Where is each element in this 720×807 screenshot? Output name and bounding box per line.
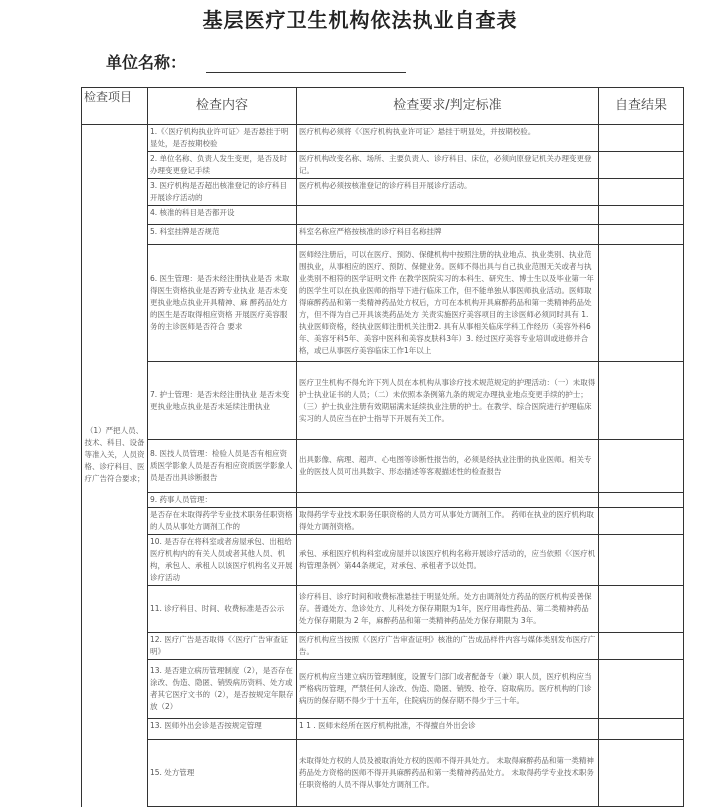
check-criteria: 承包、承租医疗机构科室或房屋并以该医疗机构名称开展诊疗活动的，应当依照《〈医疗机构管理条例〉第44条规定，对承包、承租者予以处罚。 [297,535,599,586]
check-content: 5. 科室挂牌是否规范 [148,225,297,245]
check-criteria: 医疗机构必须按核准登记的诊疗科目开展诊疗活动。 [297,179,599,206]
check-content: 10. 是否存在将科室或者房屋承包、出租给医疗机构内的有关人员或者其他人员、机构，承包人、承租人以该医疗机构名义开展诊疗活动 [148,535,297,586]
header-content: 检查内容 [148,88,297,125]
check-criteria [297,493,599,508]
check-criteria: 医师经注册后，可以在医疗、预防、保健机构中按照注册的执业地点、执业类别、执业范围执业，从事相应的医疗、预防、保健业务。医师不得出具与自己执业范围无关或者与执业类别不相符的医学证明文件 在教学医院实习的本科生、研究生、博士生以及毕业第一年的医学生可以在执业医师的指导下进行临床工作，但不能单独从事医师执业活动。医师取得麻醉药品和第一类精神药品处方权后，方可在本机构开具麻醉药品和第一类精神药品处方，但不得为自己开具该类药品处方 关责实施医疗美容项目的主诊医师必须同时具有 1. 执业医师资格，经执业医师注册机关注册2. 具有从事相关临床学科工作经历（美容外科6年、美容牙科5年、美容中医科和美容皮肤科3年）3. 经过医疗美容专业培训或进修并合格，或已从事医疗美容临床工作1年以上 [297,245,599,362]
category-cell: （1）严把人员、技术、科目、设备等准入关，人员资格、诊疗科目、医疗广告符合要求； [82,125,148,807]
self-check-result-cell[interactable] [599,245,684,362]
self-check-result-cell[interactable] [599,179,684,206]
table-row [82,125,684,152]
check-content: 9. 药事人员管理： [148,493,297,508]
table-row [82,245,684,362]
check-criteria: 1 1 . 医师未经所在医疗机构批准，不得擅自外出会诊 [297,719,599,740]
check-content: 11. 诊疗科目、时间、收费标准是否公示 [148,586,297,633]
table-row [82,508,684,535]
table-row [82,440,684,493]
check-criteria [297,206,599,225]
self-check-result-cell[interactable] [599,586,684,633]
self-check-result-cell[interactable] [599,362,684,440]
check-content: 7. 护士管理：是否未经注册执业 是否未变更执业地点执业是否未延续注册执业 [148,362,297,440]
page-title: 基层医疗卫生机构依法执业自查表 [202,8,518,32]
self-check-result-cell[interactable] [599,660,684,719]
table-row [82,660,684,719]
check-criteria: 医疗机构应当按照《〈医疗广告审查证明》核准的广告成品样件内容与媒体类别发布医疗广告。 [297,633,599,660]
self-check-result-cell[interactable] [599,633,684,660]
check-content: 13. 是否建立病历管理制度（2），是否存在涂改、伪造、隐匿、销毁病历资料、处方或者其它医疗文书的（2），是否按规定年限存放（2） [148,660,297,719]
unit-name-blank[interactable] [206,58,406,73]
table-row [82,225,684,245]
check-content: 6. 医生管理：是否未经注册执业是否 未取得医生资格执业是否跨专业执业 是否未变更执业地点执业开具精神、麻 醉药品处方的医生是否取得相应资格 开展医疗美容服务的主诊医师是否符合 要求 [148,245,297,362]
table-row [82,152,684,179]
self-check-result-cell[interactable] [599,535,684,586]
check-criteria: 医疗机构必须将《〈医疗机构执业许可证〉悬挂于明显处，并按期校验。 [297,125,599,152]
table-row [82,493,684,508]
check-criteria: 诊疗科目、诊疗时间和收费标准悬挂于明显处所。处方由调剂处方药品的医疗机构妥善保存。普通处方、急诊处方、儿科处方保存期限为1年，医疗用毒性药品、第二类精神药品处方保存期限为 2 年，麻醉药品和第一类精神药品处方保存期限为 3年。 [297,586,599,633]
check-content: 是否存在未取得药学专业技术职务任职资格的人员从事处方调剂工作的 [148,508,297,535]
check-content: 15. 处方管理 [148,740,297,807]
self-check-result-cell[interactable] [599,719,684,740]
check-criteria: 科室名称应严格按核准的诊疗科目名称挂牌 [297,225,599,245]
check-content: 2. 单位名称、负责人发生变更，是否及时办理变更登记手续 [148,152,297,179]
check-content: 3. 医疗机构是否超出核准登记的诊疗科目开展诊疗活动的 [148,179,297,206]
check-criteria: 取得药学专业技术职务任职资格的人员方可从事处方调剂工作。 药师在执业的医疗机构取得处方调剂资格。 [297,508,599,535]
self-check-result-cell[interactable] [599,152,684,179]
unit-name-label: 单位名称： [106,53,187,72]
check-content: 13. 医师外出会诊是否按规定管理 [148,719,297,740]
self-check-result-cell[interactable] [599,740,684,807]
check-criteria: 医疗卫生机构不得允许下列人员在本机构从事诊疗技术规范规定的护理活动：（一）未取得护士执业证书的人员；（二）未依照本条例第九条的规定办理执业地点变更手续的护士；（三）护士执业注册有效期届满未延续执业注册的护士。在教学、综合医院进行护理临床实习的人员应当在护士指导下开展有关工作。 [297,362,599,440]
self-check-result-cell[interactable] [599,206,684,225]
header-item: 检查项目 [82,88,148,125]
self-check-result-cell[interactable] [599,225,684,245]
table-row [82,535,684,586]
self-check-result-cell[interactable] [599,493,684,508]
table-row [82,586,684,633]
unit-name-field [106,50,406,73]
check-criteria: 未取得处方权的人员及被取消处方权的医师不得开具处方。 未取得麻醉药品和第一类精神药品处方资格的医师不得开具麻醉药品和第一类精神药品处方。 未取得药学专业技术职务任职资格的人员不得从事处方调剂工作。 [297,740,599,807]
table-row [82,362,684,440]
check-criteria: 医疗机构改变名称、场所、主要负责人、诊疗科目、床位，必须向原登记机关办理变更登记。 [297,152,599,179]
table-row [82,206,684,225]
check-criteria: 医疗机构应当建立病历管理制度，设置专门部门或者配备专（兼）职人员，医疗机构应当严格病历管理，严禁任何人涂改、伪造、隐匿、销毁、抢夺、窃取病历。医疗机构的门诊病历的保存期不得少于十五年，住院病历的保存期不得少于三十年。 [297,660,599,719]
table-row [82,740,684,807]
check-content: 1.《〈医疗机构执业许可证〉是否悬挂于明显处，是否按期校验 [148,125,297,152]
header-criteria: 检查要求/判定标准 [297,88,599,125]
check-criteria: 出具影像、病理、超声、心电图等诊断性报告的，必须是经执业注册的执业医师。相关专业的医技人员可出具数字、形态描述等客观描述性的检查报告 [297,440,599,493]
table-row [82,719,684,740]
table-row [82,633,684,660]
header-result: 自查结果 [599,88,684,125]
table-row [82,179,684,206]
self-check-result-cell[interactable] [599,125,684,152]
self-check-table [81,87,684,807]
check-content: 4. 核准的科目是否都开设 [148,206,297,225]
check-content: 12. 医疗广告是否取得《〈医疗广告审查证明》 [148,633,297,660]
check-content: 8. 医技人员管理：检验人员是否有相应资质医学影象人员是否有相应资质医学影象人员是否出具诊断报告 [148,440,297,493]
self-check-result-cell[interactable] [599,508,684,535]
self-check-result-cell[interactable] [599,440,684,493]
